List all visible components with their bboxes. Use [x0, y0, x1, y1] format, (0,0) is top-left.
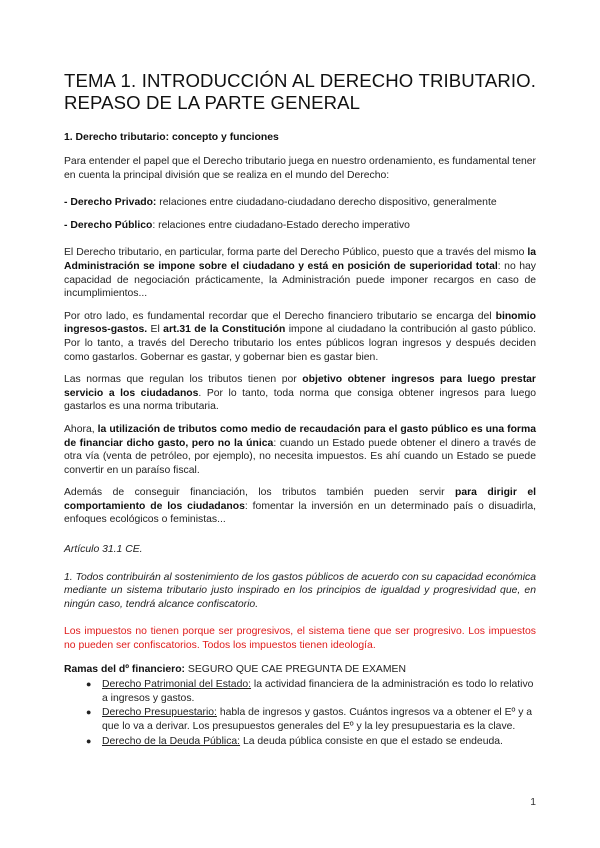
text-run: impone al ciudadano la contribución al gasto público. Por lo tanto, a través del Derecho tributario los entes públicos logran ingresos y después deciden como gastarlos. Gobernar es gastar, y gobernar bien es gastar bien. — [64, 324, 536, 363]
paragraph-binomio — [64, 310, 536, 364]
derecho-publico-label: - Derecho Público — [64, 219, 153, 231]
paragraph-normas — [64, 373, 536, 414]
list-item-label: Derecho Presupuestario: — [102, 707, 217, 719]
text-run: : fomentar la inversión en un determinado país o disuadirla, enfoques ecológicos o feministas... — [64, 500, 537, 526]
derecho-privado-text: relaciones entre ciudadano-ciudadano derecho dispositivo, generalmente — [156, 197, 497, 209]
list-item-label: Derecho de la Deuda Pública: — [102, 735, 241, 747]
articulo-title: Artículo 31.1 CE. — [64, 544, 143, 556]
derecho-privado-line — [64, 196, 536, 210]
paragraph-financiacion — [64, 486, 536, 527]
list-item-label: Derecho Patrimonial del Estado: — [102, 679, 252, 691]
intro-paragraph: Para entender el papel que el Derecho tributario juega en nuestro ordenamiento, es fundamental tener en cuenta la principal división que se realiza en el mundo del Derecho: — [64, 156, 536, 181]
list-item-text: habla de ingresos y gastos. Cuántos ingresos va a obtener el Eº y a que lo va a derivar. Los presupuestos generales del Eº y la ley presupuestaria es la clave. — [102, 707, 533, 732]
text-run: : no hay capacidad de negociación prácticamente, la Administración puede imponer recargos en caso de incumplimientos... — [64, 260, 536, 300]
text-run: . Por lo tanto, toda norma que consiga obtener ingresos para luego gastarlos es una norma tributaria. — [64, 387, 536, 413]
bold-run: la Administración se impone sobre el ciudadano y está en posición de superioridad total — [64, 247, 536, 272]
section-heading: 1. Derecho tributario: concepto y funciones — [64, 132, 279, 143]
text-run: Ahora, — [64, 423, 98, 435]
paragraph-tributos — [64, 423, 536, 477]
bullet-icon: ● — [86, 679, 92, 690]
list-item — [86, 706, 536, 733]
text-run: Por otro lado, es fundamental recordar que el Derecho financiero tributario se encarga del — [64, 310, 496, 322]
page-content — [64, 70, 536, 749]
ramas-label: Ramas del dº financiero: — [64, 663, 186, 675]
articulo-text: 1. Todos contribuirán al sostenimiento de los gastos públicos de acuerdo con su capacidad económica mediante un sistema tributario justo inspirado en los principios de igualdad y progresividad que, en ningún caso, tendrá alcance confiscatorio. — [64, 571, 536, 610]
text-run: Además de conseguir financiación, los tributos también pueden servir — [64, 487, 456, 499]
ramas-text: SEGURO QUE CAE PREGUNTA DE EXAMEN — [185, 663, 406, 675]
list-item — [86, 735, 536, 749]
page-title: TEMA 1. INTRODUCCIÓN AL DERECHO TRIBUTARIO. REPASO DE LA PARTE GENERAL — [64, 70, 536, 113]
paragraph-derecho-publico — [64, 246, 536, 300]
list-item-text: la actividad financiera de la administración es todo lo relativo a ingresos y gastos. — [102, 679, 534, 704]
derecho-privado-label: - Derecho Privado: — [64, 197, 157, 209]
page-number: 1 — [530, 797, 536, 808]
bold-run: objetivo obtener ingresos para luego prestar servicio a los ciudadanos — [64, 374, 536, 399]
bold-run: binomio ingresos-gastos. — [64, 310, 536, 336]
derecho-publico-line — [64, 219, 536, 233]
text-run: Las normas que regulan los tributos tienen por — [64, 374, 303, 386]
bold-run: la utilización de tributos como medio de recaudación para el gasto público es una forma de financiar dicho gasto, pero no la única — [64, 423, 536, 449]
red-note: Los impuestos no tienen porque ser progresivos, el sistema tiene que ser progresivo. Los impuestos no pueden ser confiscatorios. Todos los impuestos tienen ideología. — [64, 626, 536, 652]
list-item-text: La deuda pública consiste en que el estado se endeuda. — [240, 735, 503, 747]
text-run: El Derecho tributario, en particular, forma parte del Derecho Público, puesto que a través del mismo — [64, 247, 528, 259]
derecho-publico-text: : relaciones entre ciudadano-Estado derecho imperativo — [152, 219, 410, 231]
text-run: : cuando un Estado puede obtener el dinero a través de otra vía (venta de petróleo, por ejemplo), no necesita impuestos. Es ahí cuando un Estado se puede convertir en un paraíso fiscal. — [64, 437, 536, 476]
bold-run: para dirigir el comportamiento de los ciudadanos — [64, 487, 536, 512]
bullet-icon: ● — [86, 707, 92, 718]
bold-run: art.31 de la Constitución — [163, 324, 286, 336]
ramas-list — [64, 678, 536, 748]
bullet-icon: ● — [86, 735, 92, 746]
list-item — [86, 678, 536, 705]
text-run: El — [147, 324, 164, 336]
ramas-heading — [64, 663, 536, 677]
